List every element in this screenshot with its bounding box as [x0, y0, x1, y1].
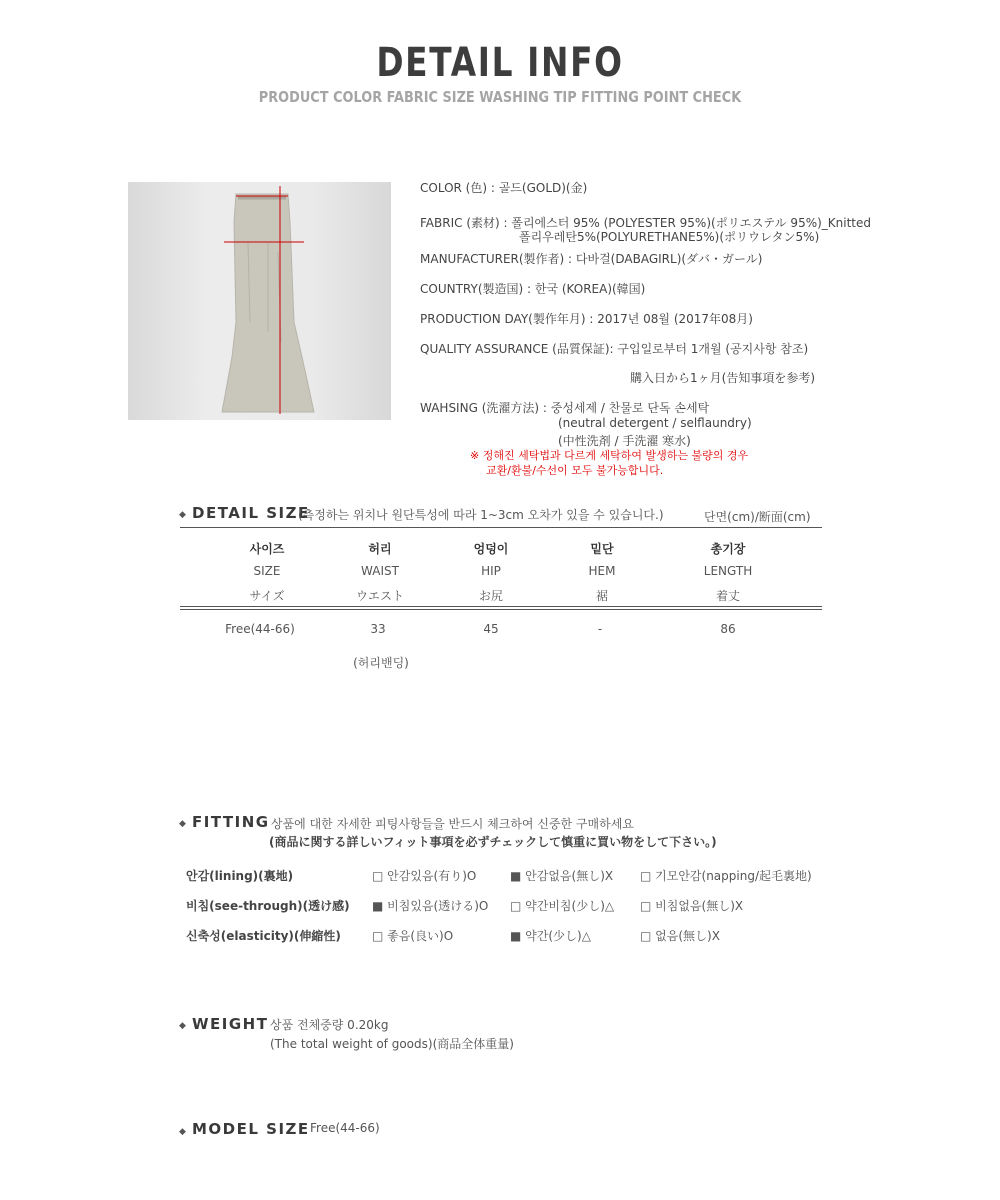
weight-label: WEIGHT: [192, 1015, 269, 1033]
info-manufacturer: MANUFACTURER(製作者) : 다바걸(DABAGIRL)(ダバ・ガール): [420, 252, 763, 266]
seethrough-option-no: □ 비침없음(無し)X: [640, 899, 744, 913]
elasticity-option-no: □ 없음(無し)X: [640, 929, 720, 943]
col-hip-jp: お尻: [478, 589, 503, 603]
diamond-icon: ◆: [179, 1021, 186, 1031]
lining-option-no: ■ 안감없음(無し)X: [510, 869, 614, 883]
info-fabric: FABRIC (素材) : 폴리에스터 95% (POLYESTER 95%)(ポリエステル 95%)_Knitted: [420, 216, 872, 230]
info-quality: QUALITY ASSURANCE (品質保証): 구입일로부터 1개월 (공지사항 참조): [420, 342, 809, 356]
fitting-desc: 상품에 대한 자세한 피팅사항들을 반드시 체크하여 신중한 구매하세요: [271, 817, 634, 831]
seethrough-option-yes: ■ 비침있음(透ける)O: [372, 899, 489, 913]
fitting-row-lining: 안감(lining)(裏地): [186, 869, 294, 883]
fitting-row-elasticity: 신축성(elasticity)(伸縮性): [186, 929, 341, 943]
diamond-icon: ◆: [179, 1127, 186, 1137]
page-subtitle: PRODUCT COLOR FABRIC SIZE WASHING TIP FITTING POINT CHECK: [258, 88, 742, 106]
col-waist-en: WAIST: [361, 564, 399, 578]
model-size-label: MODEL SIZE: [192, 1120, 310, 1138]
info-washing-jp: (中性洗剤 / 手洗濯 寒水): [558, 434, 691, 448]
skirt-illustration: [128, 182, 391, 420]
row-hip: 45: [483, 622, 499, 636]
fitting-label: FITTING: [192, 813, 270, 831]
col-hem-en: HEM: [588, 564, 616, 578]
washing-warning: ※ 정해진 세탁법과 다르게 세탁하여 발생하는 불량의 경우: [470, 449, 749, 462]
lining-option-napping: □ 기모안감(napping/起毛裏地): [640, 869, 812, 883]
info-fabric-2: 폴리우레탄5%(POLYURETHANE5%)(ポリウレタン5%): [519, 230, 820, 244]
row-length: 86: [720, 622, 736, 636]
row-waist: 33: [370, 622, 386, 636]
table-top-rule: [180, 527, 822, 528]
waist-band-note: (허리밴딩): [353, 656, 409, 670]
col-waist-jp: ウエスト: [355, 589, 404, 603]
seethrough-option-slight: □ 약간비침(少し)△: [510, 899, 615, 913]
detail-size-label: DETAIL SIZE: [192, 504, 310, 522]
page-title: DETAIL INFO: [376, 40, 624, 86]
weight-desc: (The total weight of goods)(商品全体重量): [270, 1037, 514, 1051]
elasticity-option-good: □ 좋음(良い)O: [372, 929, 454, 943]
weight-value: 상품 전체중량 0.20kg: [270, 1018, 389, 1032]
washing-warning-2: 교환/환불/수선이 모두 불가능합니다.: [486, 464, 664, 477]
row-size: Free(44-66): [225, 622, 295, 636]
col-length-en: LENGTH: [703, 564, 753, 578]
fitting-desc-jp: (商品に関する詳しいフィット事項を必ずチェックして慎重に買い物をして下さい。): [269, 835, 717, 849]
info-washing: WAHSING (洗濯方法) : 중성세제 / 찬물로 단독 손세탁: [420, 401, 710, 415]
elasticity-option-slight: ■ 약간(少し)△: [510, 929, 591, 943]
col-length-jp: 着丈: [715, 589, 740, 603]
info-color: COLOR (色) : 골드(GOLD)(金): [420, 181, 588, 195]
col-size-ko: 사이즈: [249, 542, 285, 556]
col-hem-jp: 裾: [595, 589, 608, 603]
detail-size-unit: 단면(cm)/断面(cm): [704, 510, 811, 524]
col-size-jp: サイズ: [249, 589, 285, 603]
table-header-rule: [180, 606, 822, 607]
info-country: COUNTRY(製造国) : 한국 (KOREA)(韓国): [420, 282, 646, 296]
row-hem: -: [597, 622, 603, 636]
col-length-ko: 총기장: [710, 542, 746, 556]
col-hip-ko: 엉덩이: [473, 542, 509, 556]
fitting-row-seethrough: 비침(see-through)(透け感): [186, 899, 350, 913]
col-hem-ko: 밑단: [590, 542, 614, 556]
col-size-en: SIZE: [253, 564, 281, 578]
diamond-icon: ◆: [179, 510, 186, 520]
info-washing-en: (neutral detergent / selflaundry): [558, 416, 752, 430]
table-header-rule-2: [180, 609, 822, 610]
product-photo: [128, 182, 391, 420]
detail-size-note: (측정하는 위치나 원단특성에 따라 1~3cm 오차가 있을 수 있습니다.): [298, 508, 664, 522]
lining-option-yes: □ 안감있음(有り)O: [372, 869, 477, 883]
info-production: PRODUCTION DAY(製作年月) : 2017년 08월 (2017年08月): [420, 312, 753, 326]
diamond-icon: ◆: [179, 819, 186, 829]
model-size-value: Free(44-66): [310, 1121, 380, 1135]
col-waist-ko: 허리: [368, 542, 392, 556]
info-quality-jp: 購入日から1ヶ月(告知事項を参考): [630, 371, 815, 385]
col-hip-en: HIP: [481, 564, 501, 578]
